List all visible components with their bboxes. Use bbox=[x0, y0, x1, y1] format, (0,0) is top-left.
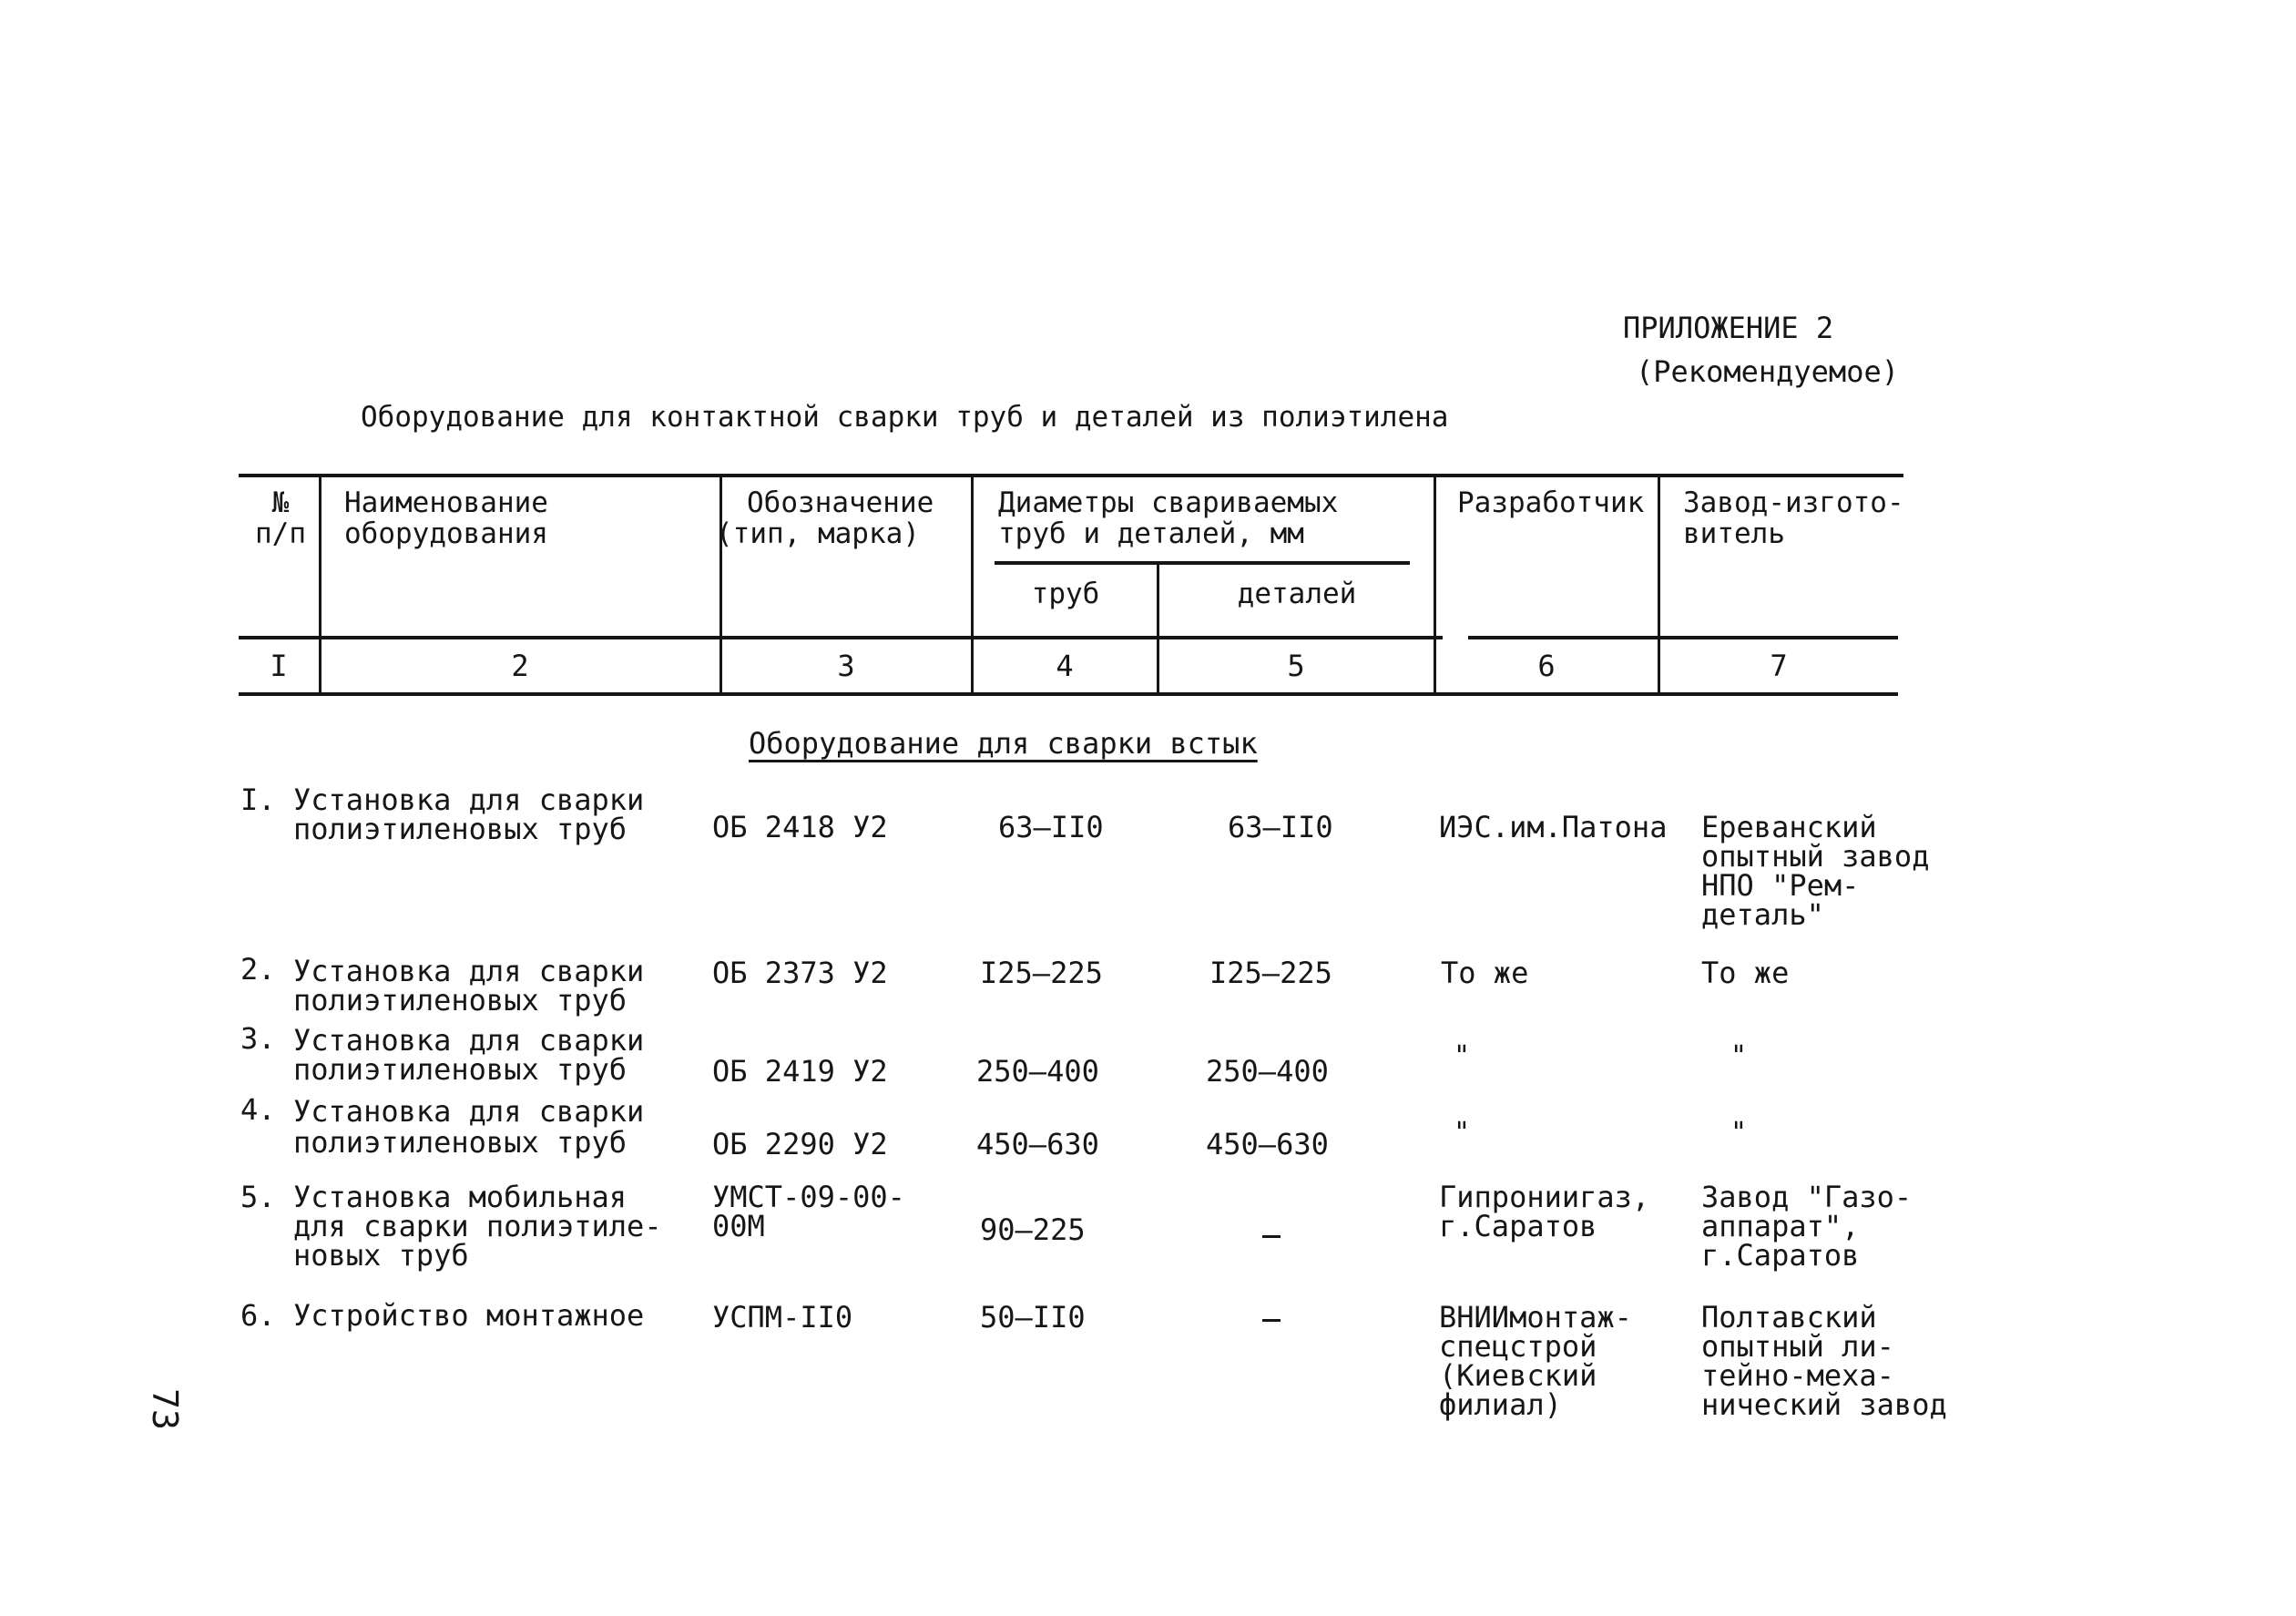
row4-code: ОБ 2290 У2 bbox=[712, 1127, 888, 1161]
header-bottom-rule-right bbox=[1468, 636, 1898, 639]
row1-name-line2: полиэтиленовых труб bbox=[293, 812, 628, 846]
header-code-line2: (тип, марка) bbox=[716, 517, 920, 550]
row1-plant-line2: опытный завод bbox=[1701, 839, 1930, 874]
row6-plant-line4: нический завод bbox=[1701, 1387, 1947, 1422]
row1-plant-line1: Ереванский bbox=[1701, 810, 1877, 844]
row5-code-line2: 00М bbox=[712, 1209, 765, 1243]
row3-plant-ditto: " bbox=[1730, 1040, 1748, 1072]
header-code-line1: Обозначение bbox=[747, 486, 934, 519]
row5-pipes: 90–225 bbox=[980, 1212, 1086, 1247]
row4-name-line1: Установка для сварки bbox=[293, 1094, 645, 1129]
row2-num: 2. bbox=[240, 952, 276, 987]
row1-plant-line4: деталь" bbox=[1701, 897, 1824, 932]
row5-code-line1: УМСТ-09-00- bbox=[712, 1180, 905, 1214]
header-parts: деталей bbox=[1237, 578, 1357, 610]
row3-code: ОБ 2419 У2 bbox=[712, 1054, 888, 1089]
row2-code: ОБ 2373 У2 bbox=[712, 956, 888, 990]
row6-plant-line3: тейно-меха- bbox=[1701, 1358, 1894, 1393]
document-title: Оборудование для контактной сварки труб и деталей из полиэтилена bbox=[361, 401, 1449, 434]
row6-developer-line2: спецстрой bbox=[1439, 1329, 1597, 1364]
row5-developer-line1: Гипрониигаз, bbox=[1439, 1180, 1650, 1214]
row3-parts: 250–400 bbox=[1206, 1054, 1329, 1089]
table-top-rule bbox=[239, 474, 1903, 477]
header-plant-line1: Завод-изгото- bbox=[1683, 486, 1904, 519]
header-plant-line2: витель bbox=[1683, 517, 1785, 550]
page-number: 73 bbox=[144, 1388, 185, 1430]
header-bottom-rule bbox=[239, 636, 1443, 639]
row6-developer-line3: (Киевский bbox=[1439, 1358, 1597, 1393]
row5-name-line3: новых труб bbox=[293, 1238, 469, 1273]
row6-plant-line1: Полтавский bbox=[1701, 1300, 1877, 1335]
row2-name-line1: Установка для сварки bbox=[293, 954, 645, 988]
row2-pipes: I25–225 bbox=[980, 956, 1103, 990]
row3-pipes: 250–400 bbox=[976, 1054, 1099, 1089]
row6-developer-line4: филиал) bbox=[1439, 1387, 1562, 1422]
colnum-5: 5 bbox=[1287, 649, 1305, 683]
row6-plant-line2: опытный ли- bbox=[1701, 1329, 1894, 1364]
row3-name-line1: Установка для сварки bbox=[293, 1023, 645, 1058]
header-name-line1: Наименование bbox=[344, 486, 548, 519]
header-num-line1: № bbox=[271, 486, 290, 519]
appendix-label: ПРИЛОЖЕНИЕ 2 bbox=[1623, 311, 1834, 345]
colnum-7: 7 bbox=[1770, 649, 1788, 683]
header-num-line2: п/п bbox=[255, 517, 306, 550]
row6-parts-dash bbox=[1262, 1319, 1281, 1322]
header-pipes: труб bbox=[1031, 578, 1100, 610]
header-subrule bbox=[995, 561, 1410, 565]
row5-developer-line2: г.Саратов bbox=[1439, 1209, 1597, 1243]
row6-developer-line1: ВНИИмонтаж- bbox=[1439, 1300, 1632, 1335]
row4-name-line2: полиэтиленовых труб bbox=[293, 1125, 628, 1160]
row4-plant-ditto: " bbox=[1730, 1117, 1748, 1149]
row5-parts-dash bbox=[1262, 1235, 1281, 1238]
colnum-3: 3 bbox=[837, 649, 855, 683]
row4-parts: 450–630 bbox=[1206, 1127, 1329, 1161]
header-diam-line2: труб и деталей, мм bbox=[998, 517, 1304, 550]
row6-num: 6. bbox=[240, 1298, 276, 1333]
header-name-line2: оборудования bbox=[344, 517, 548, 550]
row3-num: 3. bbox=[240, 1021, 276, 1056]
row3-developer-ditto: " bbox=[1454, 1040, 1471, 1072]
colnum-6: 6 bbox=[1537, 649, 1556, 683]
row2-name-line2: полиэтиленовых труб bbox=[293, 983, 628, 1018]
row1-pipes: 63–II0 bbox=[998, 810, 1104, 844]
row5-plant-line1: Завод "Газо- bbox=[1701, 1180, 1913, 1214]
colnum-2: 2 bbox=[511, 649, 529, 683]
row5-name-line2: для сварки полиэтиле- bbox=[293, 1209, 662, 1243]
row1-developer: ИЭС.им.Патона bbox=[1439, 810, 1668, 844]
row2-plant: То же bbox=[1701, 956, 1790, 990]
row1-plant-line3: НПО "Рем- bbox=[1701, 868, 1860, 903]
row1-num: I. bbox=[240, 782, 276, 817]
row2-developer: То же bbox=[1441, 956, 1529, 990]
row5-name-line1: Установка мобильная bbox=[293, 1180, 628, 1214]
row4-pipes: 450–630 bbox=[976, 1127, 1099, 1161]
section-title: Оборудование для сварки встык bbox=[749, 726, 1258, 761]
row5-plant-line3: г.Саратов bbox=[1701, 1238, 1860, 1273]
row1-code: ОБ 2418 У2 bbox=[712, 810, 888, 844]
row6-code: УСПМ-II0 bbox=[712, 1300, 853, 1335]
header-diam-line1: Диаметры свариваемых bbox=[998, 486, 1339, 519]
row5-num: 5. bbox=[240, 1180, 276, 1214]
row3-name-line2: полиэтиленовых труб bbox=[293, 1052, 628, 1087]
row2-parts: I25–225 bbox=[1209, 956, 1332, 990]
row6-name: Устройство монтажное bbox=[293, 1298, 645, 1333]
colnum-4: 4 bbox=[1056, 649, 1074, 683]
header-developer: Разработчик bbox=[1457, 486, 1645, 519]
row5-plant-line2: аппарат", bbox=[1701, 1209, 1860, 1243]
numbers-bottom-rule bbox=[239, 692, 1898, 696]
row4-num: 4. bbox=[240, 1092, 276, 1127]
appendix-note: (Рекомендуемое) bbox=[1636, 354, 1899, 389]
row1-parts: 63–II0 bbox=[1228, 810, 1333, 844]
row4-developer-ditto: " bbox=[1454, 1117, 1471, 1149]
row6-pipes: 50–II0 bbox=[980, 1300, 1086, 1335]
row1-name-line1: Установка для сварки bbox=[293, 782, 645, 817]
colnum-1: I bbox=[270, 649, 288, 683]
